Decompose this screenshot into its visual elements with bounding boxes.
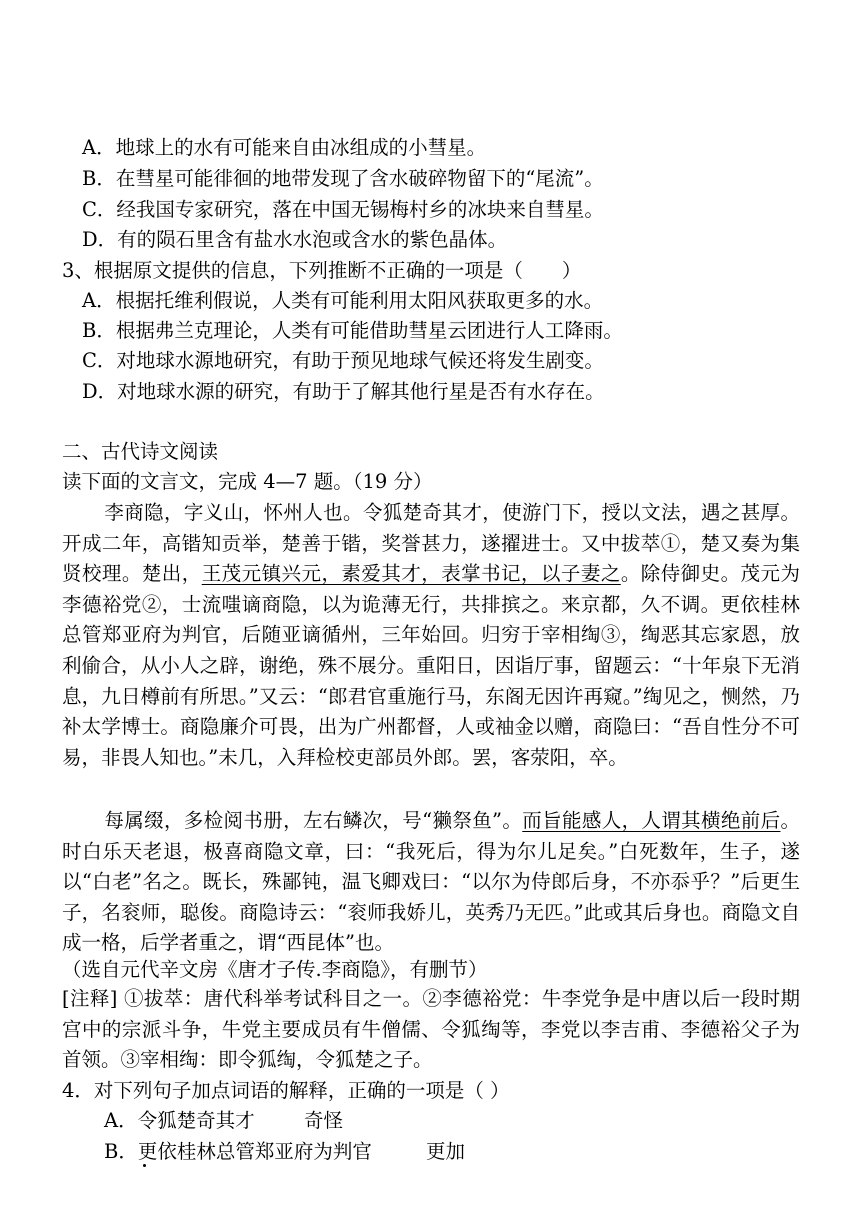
q3-option-b: B．根据弗兰克理论，人类有可能借助彗星云团进行人工降雨。: [82, 319, 623, 342]
section-heading: 二、古代诗文阅读: [62, 440, 219, 463]
q4-stem: 4．对下列句子加点词语的解释，正确的一项是（ ）: [62, 1079, 510, 1102]
q2-option-c: C．经我国专家研究，落在中国无锡梅村乡的冰块来自彗星。: [82, 198, 604, 221]
emphasis-dot: [143, 1164, 146, 1167]
q4-option-b-gloss: 更加: [426, 1140, 466, 1163]
q2-option-a: A．地球上的水有可能来自由冰组成的小彗星。: [82, 136, 487, 159]
q2-option-d: D．有的陨石里含有盐水水泡或含水的紫色晶体。: [82, 228, 508, 251]
q3-option-a: A．根据托维利假说，人类有可能利用太阳风获取更多的水。: [82, 289, 604, 312]
q4-option-a-gloss: 奇怪: [304, 1109, 344, 1132]
q3-option-c: C．对地球水源地研究，有助于预见地球气候还将发生剧变。: [82, 349, 604, 372]
q3-option-d: D．对地球水源的研究，有助于了解其他行星是否有水存在。: [82, 380, 605, 403]
passage-p2-underlined: 而旨能感人，人谓其横绝前后: [522, 809, 781, 832]
q4-option-a: A．令狐楚奇其才: [104, 1109, 255, 1132]
passage-p1-underlined: 王茂元镇兴元，素爱其才，表掌书记，以子妻之: [201, 562, 621, 586]
passage-paragraph-1: [62, 498, 800, 773]
q2-option-b: B．在彗星可能徘徊的地带发现了含水破碎物留下的“尾流”。: [82, 167, 604, 190]
passage-p1-text-a: 李商隐，字义山，怀州人也。令狐楚奇其才，使游门下，授以文法，遇之甚厚。开成二年，高锴知贡举，楚善于锴，奖誉甚力，遂擢进士。又中拔萃①，楚又奏为集贤校理。楚出，: [62, 501, 800, 586]
passage-p1-text-b: 。除侍御史。茂元为李德裕党②，士流嗤谪商隐，以为诡薄无行，共排摈之。来京都，久不调。更依桂林总管郑亚府为判官，后随亚谪循州，三年始回。归穷于宰相绹③，绹恶其忘家恩，放利偷合，从小人之辟，谢绝，殊不展分。重阳日，因诣厅事，留题云：“十年泉下无消息，九日樽前有所思。”又云：“郎君官重施行马，东阁无因许再窥。”绹见之，恻然，乃补太学博士。商隐廉介可畏，出为广州都督，人或袖金以赠，商隐曰：“吾自性分不可易，非畏人知也。”未几，入拜检校吏部员外郎。罢，客荥阳，卒。: [62, 562, 800, 769]
passage-paragraph-2: [62, 806, 800, 959]
q4-option-b: B．更依桂林总管郑亚府为判官: [104, 1140, 372, 1163]
source-citation: （选自元代辛文房《唐才子传.李商隐》，有删节）: [62, 958, 488, 981]
notes: [注释] ①拔萃：唐代科举考试科目之一。②李德裕党：牛李党争是中唐以后一段时期宫中的宗派斗争，牛党主要成员有牛僧儒、令狐绹等，李党以李吉甫、李德裕父子为首领。③宰相绹：即令狐绹，令狐楚之子。: [62, 987, 800, 1072]
section-instruction: 读下面的文言文，完成 4—7 题。（19 分）: [62, 470, 433, 493]
passage-p2-text-a: 每属缀，多检阅书册，左右鳞次，号“獭祭鱼”。: [104, 809, 523, 832]
q3-stem: 3、根据原文提供的信息，下列推断不正确的一项是（ ）: [62, 259, 582, 282]
passage-p2-text-b: 。时白乐天老退，极喜商隐文章，曰：“我死后，得为尔儿足矣。”白死数年，生子，遂以“白老”名之。既长，殊鄙钝，温飞卿戏曰：“以尔为侍郎后身，不亦忝乎？”后更生子，名衮师，聪俊。商隐诗云：“衮师我娇儿，英秀乃无匹。”此或其后身也。商隐文自成一格，后学者重之，谓“西昆体”也。: [62, 809, 800, 955]
